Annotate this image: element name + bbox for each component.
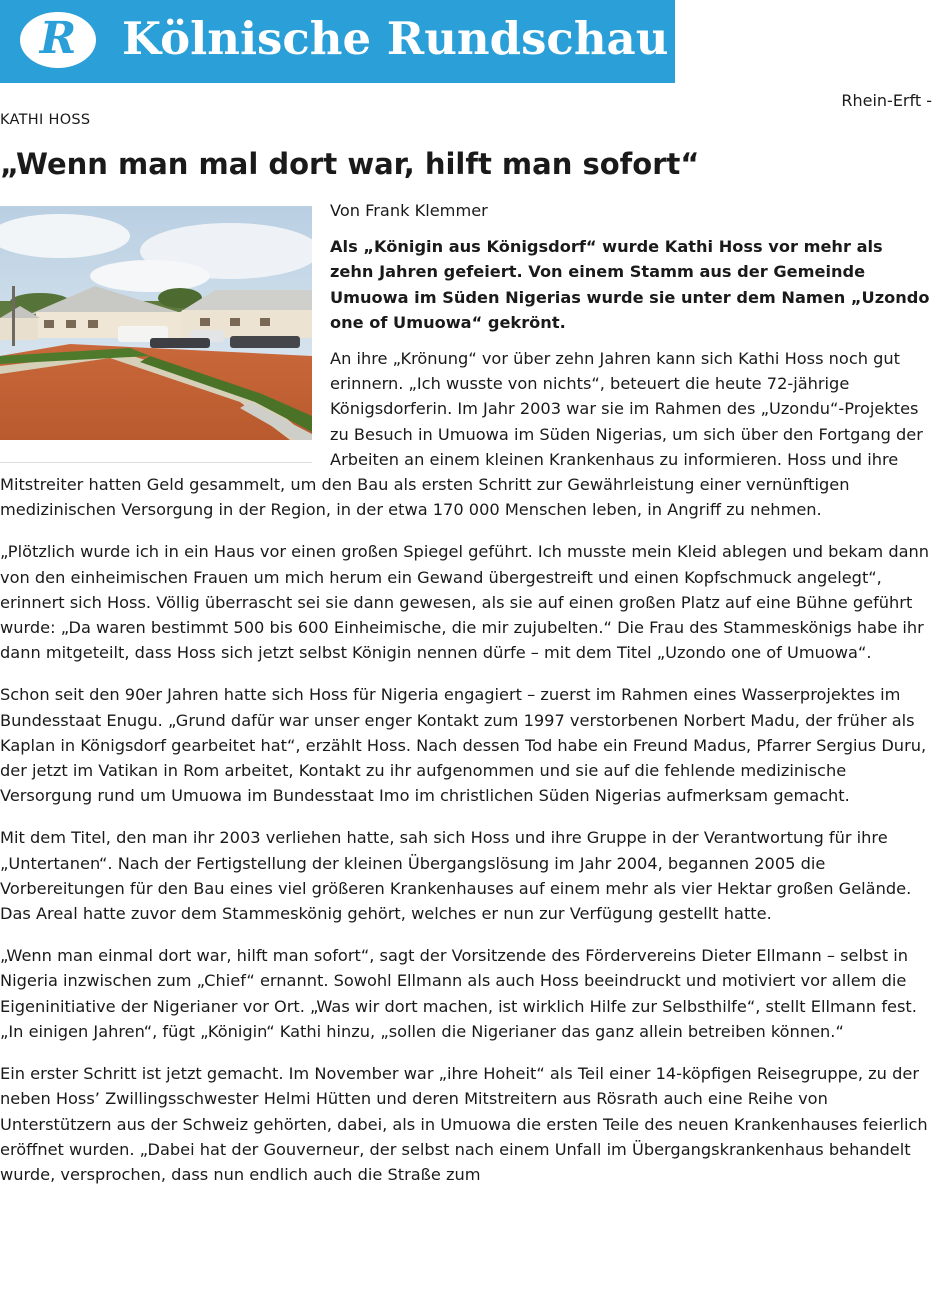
article-kicker: KATHI HOSS [0,112,91,128]
article-lead: Als „Königin aus Königsdorf“ wurde Kathi Hoss vor mehr als zehn Jahren gefeiert. Von einem Stamm aus der Gemeinde Umuowa im Süden Nigerias wurde sie unter dem Namen „Uzondo one of Umuowa“ gekrönt. [330,237,930,332]
logo-letter: R [39,13,77,64]
newspaper-title[interactable]: Kölnische Rundschau [122,12,669,65]
article-paragraph: Ein erster Schritt ist jetzt gemacht. Im November war „ihre Hoheit“ als Teil einer 14-köpfigen Reisegruppe, zu der neben Hoss’ Zwillingsschwester Helmi Hütten und deren Mitstreitern aus Rösrath auch eine Reihe von Unterstützern aus der Schweiz gehörten, dabei, als in Umuowa die ersten Teile des neuen Krankenhauses feierlich eröffnet wurden. „Dabei hat der Gouverneur, der selbst nach einem Unfall im Übergangskrankenhaus behandelt wurde, versprochen, dass nun endlich auch die Straße zum [0,1064,928,1184]
article-paragraph: An ihre „Krönung“ vor über zehn Jahren kann sich Kathi Hoss noch gut erinnern. „Ich wusste von nichts“, beteuert die heute 72-jährige Königsdorferin. Im Jahr 2003 war sie im Rahmen des „Uzondu“-Projektes zu Besuch in Umuowa im Süden Nigerias, um sich über den Fortgang der Arbeiten an einem kleinen Krankenhaus zu informieren. Hoss und ihre Mitstreiter hatten Geld gesammelt, um den Bau als ersten Schritt zur Gewährleistung einer vernünftigen medizinischen Versorgung in der Region, in der etwa 170 000 Menschen leben, in Angriff zu nehmen. [0,349,923,520]
logo-r-icon[interactable] [20,12,96,68]
article-paragraph: Mit dem Titel, den man ihr 2003 verliehen hatte, sah sich Hoss und ihre Gruppe in der Verantwortung für ihre „Untertanen“. Nach der Fertigstellung der kleinen Übergangslösung im Jahr 2004, begannen 2005 die Vorbereitungen für den Bau eines viel größeren Krankenhauses auf einem mehr als vier Hektar großen Gelände. Das Areal hatte zuvor dem Stammeskönig gehört, welches er nun zur Verfügung gestellt hatte. [0,828,912,924]
article-headline: „Wenn man mal dort war, hilft man sofort“ [0,147,700,181]
article-body [0,198,930,1204]
article-paragraph: „Plötzlich wurde ich in ein Haus vor einen großen Spiegel geführt. Ich musste mein Kleid ablegen und bekam dann von den einheimischen Frauen um mich herum ein Gewand übergestreift und einen Kopfschmuck angelegt“, erinnert sich Hoss. Völlig überrascht sei sie dann gewesen, als sie auf einen großen Platz auf eine Bühne geführt wurde: „Da waren bestimmt 500 bis 600 Einheimische, die mir zujubelten.“ Die Frau des Stammeskönigs habe ihr dann mitgeteilt, dass Hoss sich jetzt selbst Königin nennen dürfe – mit dem Titel „Uzondo one of Umuowa“. [0,542,930,663]
hospital-photo-illustration [0,206,312,440]
article-byline: Von Frank Klemmer [330,201,488,220]
article-paragraph: Schon seit den 90er Jahren hatte sich Hoss für Nigeria engagiert – zuerst im Rahmen eines Wasserprojektes im Bundesstaat Enugu. „Grund dafür war unser enger Kontakt zum 1997 verstorbenen Norbert Madu, der früher als Kaplan in Königsdorf gearbeitet hat“, erzählt Hoss. Nach dessen Tod habe ein Freund Madus, Pfarrer Sergius Duru, der jetzt im Vatikan in Rom arbeitet, Kontakt zu ihr aufgenommen und sie auf die fehlende medizinische Versorgung rund um Umuowa im Bundesstaat Imo im christlichen Süden Nigerias aufmerksam gemacht. [0,685,927,806]
hospital-photo [0,206,312,463]
region-label: Rhein-Erft - [841,91,932,110]
masthead [0,0,675,83]
article-paragraph: „Wenn man einmal dort war, hilft man sofort“, sagt der Vorsitzende des Fördervereins Dieter Ellmann – selbst in Nigeria inzwischen zum „Chief“ ernannt. Sowohl Ellmann als auch Hoss beeindruckt und motiviert vor allem die Eigeninitiative der Nigerianer vor Ort. „Was wir dort machen, ist wirklich Hilfe zur Selbsthilfe“, stellt Ellmann fest. „In einigen Jahren“, fügt „Königin“ Kathi hinzu, „sollen die Nigerianer das ganz allein betreiben können.“ [0,946,917,1041]
